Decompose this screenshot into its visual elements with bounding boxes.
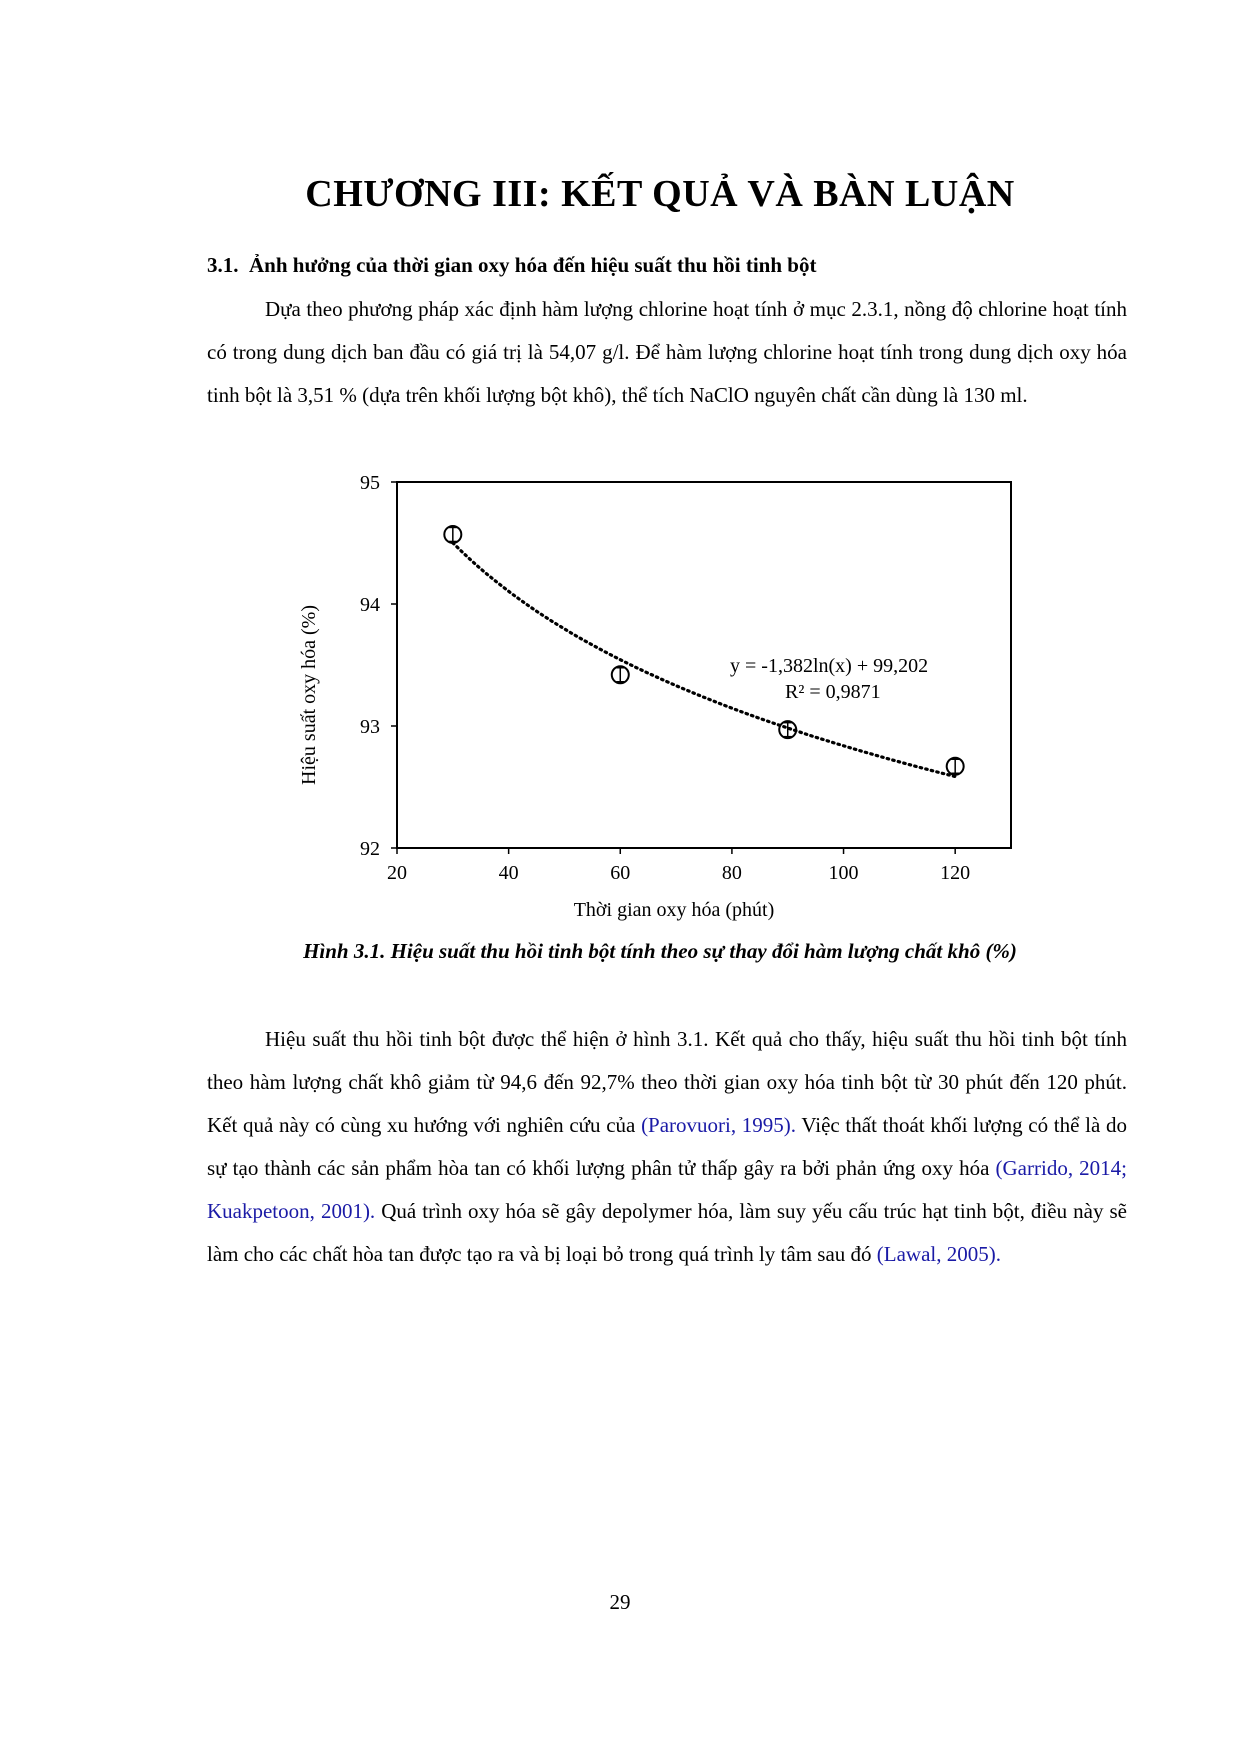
x-tick-label: 20 — [387, 862, 407, 884]
x-tick-label: 100 — [828, 862, 859, 884]
section-title: Ảnh hưởng của thời gian oxy hóa đến hiệu suất thu hồi tinh bột — [249, 253, 817, 277]
citation-parovuori[interactable]: (Parovuori, 1995). — [641, 1113, 797, 1137]
x-tick-label: 60 — [610, 862, 631, 884]
y-tick-label: 92 — [360, 838, 380, 860]
section-number: 3.1. — [207, 253, 239, 277]
paragraph-discussion — [207, 1018, 1127, 1276]
paragraph-intro — [207, 288, 1127, 417]
y-tick-label: 94 — [360, 594, 380, 616]
figure-chart — [280, 462, 1040, 932]
trendline-r2: R² = 0,9871 — [785, 681, 881, 703]
x-tick-label: 120 — [940, 862, 971, 884]
discussion-text-1: Hiệu suất thu hồi tinh bột được thể hiện ở hình 3.1. Kết quả cho thấy, hiệu suất thu hồi tinh bột tính theo hàm lượng chất khô giảm từ 94,6 đến 92,7% theo thời gian oxy hóa tinh bột từ 30 phút đến 120 phút. Kết quả này có cùng xu hướng với nghiên cứu của — [207, 1027, 1127, 1137]
citation-garrido-kuakpetoon[interactable]: (Garrido, 2014; Kuakpetoon, 2001). — [207, 1156, 1128, 1223]
discussion-text-2: Việc thất thoát khối lượng có thể là do sự tạo thành các sản phẩm hòa tan có khối lượng phân tử thấp gây ra bởi phản ứng oxy hóa — [207, 1113, 1127, 1180]
y-axis-title: Hiệu suất oxy hóa (%) — [298, 605, 320, 785]
x-axis-title: Thời gian oxy hóa (phút) — [573, 899, 775, 921]
citation-lawal[interactable]: (Lawal, 2005). — [876, 1242, 1001, 1266]
section-heading — [207, 253, 816, 278]
x-tick-label: 40 — [498, 862, 519, 884]
page-number: 29 — [609, 1590, 631, 1614]
x-tick-label: 80 — [721, 862, 742, 884]
y-tick-label: 93 — [360, 716, 380, 738]
trendline-equation: y = -1,382ln(x) + 99,202 — [730, 655, 929, 677]
chapter-title: CHƯƠNG III: KẾT QUẢ VÀ BÀN LUẬN — [305, 173, 1015, 215]
paragraph-intro-text: Dựa theo phương pháp xác định hàm lượng chlorine hoạt tính ở mục 2.3.1, nồng độ chlorine hoạt tính có trong dung dịch ban đầu có giá trị là 54,07 g/l. Để hàm lượng chlorine hoạt tính trong dung dịch oxy hóa tinh bột là 3,51 % (dựa trên khối lượng bột khô), thể tích NaClO nguyên chất cần dùng là 130 ml. — [207, 297, 1127, 407]
y-tick-label: 95 — [360, 472, 380, 494]
figure-caption: Hình 3.1. Hiệu suất thu hồi tinh bột tính theo sự thay đổi hàm lượng chất khô (%) — [303, 939, 1017, 963]
discussion-text-3: Quá trình oxy hóa sẽ gây depolymer hóa, làm suy yếu cấu trúc hạt tinh bột, điều này sẽ làm cho các chất hòa tan được tạo ra và bị loại bỏ trong quá trình ly tâm sau đó — [207, 1199, 1127, 1266]
